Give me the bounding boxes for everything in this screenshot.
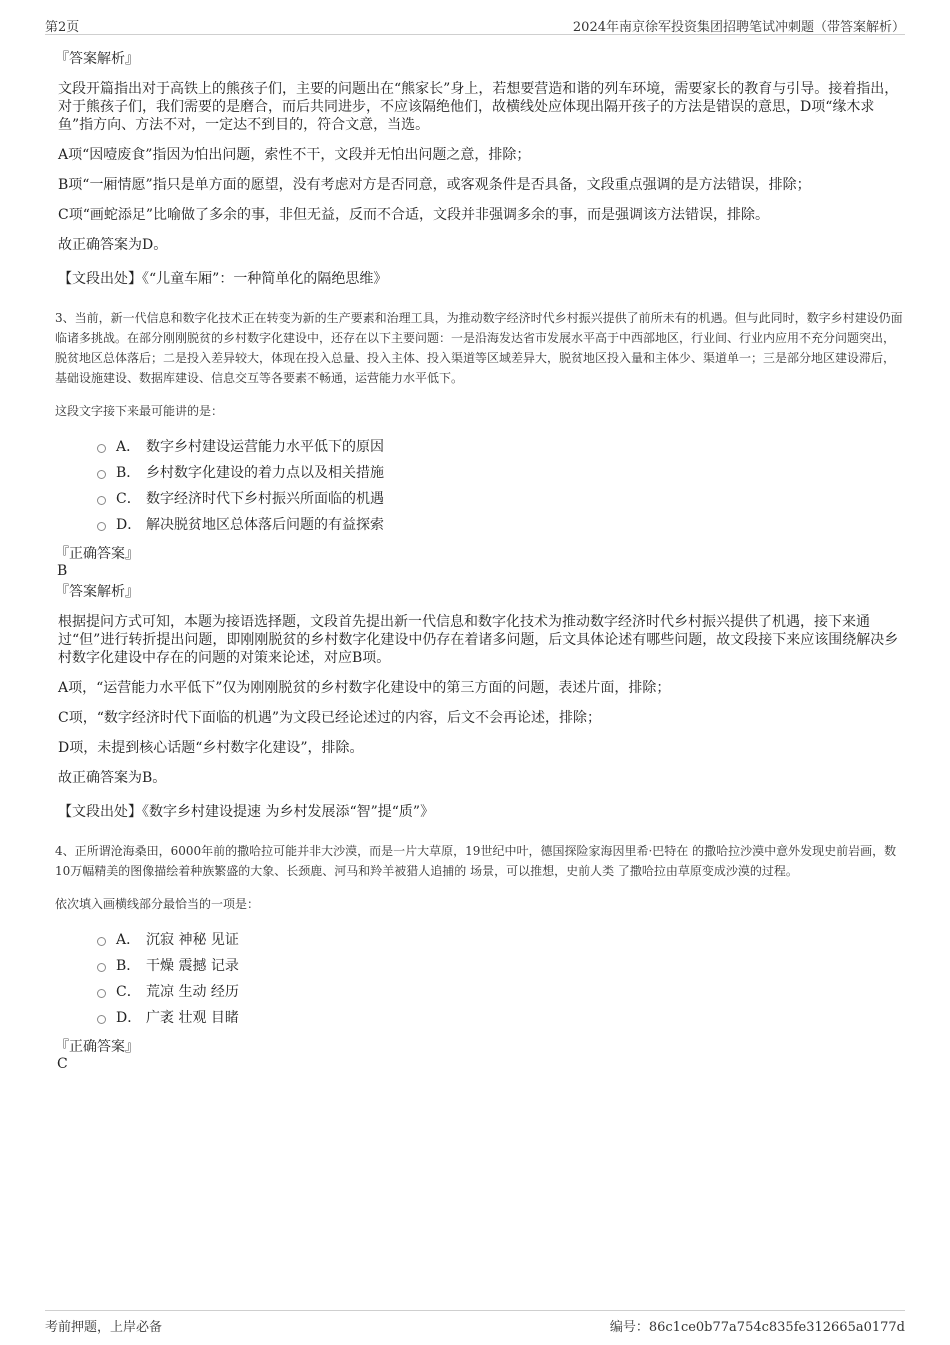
q4-answer-tag: 『正确答案』: [55, 1039, 139, 1055]
radio-icon[interactable]: [97, 496, 106, 505]
option-letter: D．: [116, 1010, 142, 1026]
radio-icon[interactable]: [97, 963, 106, 972]
option-letter: A．: [116, 932, 141, 948]
document-id: 编号：86c1ce0b77a754c835fe312665a0177d: [609, 1320, 905, 1335]
q2-analysis-tag: 『答案解析』: [55, 51, 139, 67]
q3-analysis-a: A项，“运营能力水平低下”仅为刚刚脱贫的乡村数字化建设中的第三方面的问题，表述片面，排除；: [58, 680, 671, 696]
q3-stem: 3、当前，新一代信息和数字化技术正在转变为新的生产要素和治理工具，为推动数字经济时代乡村振兴提供了前所未有的机遇。但与此同时，数字乡村建设仍面临诸多挑战。在部分刚刚脱贫的乡村数字化建设中，还存在以下主要问题：一是沿海发达省市发展水平高于中西部地区，行业间、行业内应用不充分问题突出，脱贫地区总体落后；二是投入差异较大，体现在投入总量、投入主体、投入渠道等区域差异大，脱贫地区投入量和主体少、渠道单一；三是部分地区建设滞后，基础设施建设、数据库建设、信息交互等各要素不畅通，运营能力水平低下。: [55, 311, 903, 385]
option-letter: C．: [116, 491, 141, 507]
option-letter: D．: [116, 517, 142, 533]
q3-option-c[interactable]: [95, 485, 905, 511]
radio-icon[interactable]: [97, 937, 106, 946]
page-footer: [45, 1310, 905, 1333]
q3-analysis-intro: 根据提问方式可知，本题为接语选择题，文段首先提出新一代信息和数字化技术为推动数字经济时代乡村振兴提供了机遇，接下来通过“但”进行转折提出问题，即刚刚脱贫的乡村数字化建设中仍存在着诸多问题，后文具体论述有哪些问题，故文段接下来应该围绕解决乡村数字化建设中存在的问题的对策来论述，对应B项。: [58, 614, 899, 666]
option-letter: B．: [116, 958, 141, 974]
footer-slogan: 考前押题，上岸必备: [45, 1320, 163, 1335]
q2-source: 【文段出处】《“儿童车厢”：一种简单化的隔绝思维》: [58, 271, 388, 287]
page-number: 第2页: [45, 20, 80, 35]
q3-option-b[interactable]: [95, 459, 905, 485]
q3-source: 【文段出处】《数字乡村建设提速 为乡村发展添“智”提“质”》: [58, 804, 435, 820]
q3-option-a[interactable]: [95, 433, 905, 459]
document-title: 2024年南京徐军投资集团招聘笔试冲刺题（带答案解析）: [572, 20, 905, 35]
page-header: [45, 14, 905, 35]
q2-analysis-a: A项“因噎废食”指因为怕出问题，索性不干，文段并无怕出问题之意，排除；: [58, 147, 531, 163]
q4-options: [95, 926, 905, 1030]
option-text: 数字乡村建设运营能力水平低下的原因: [146, 439, 384, 455]
radio-icon[interactable]: [97, 989, 106, 998]
option-letter: C．: [116, 984, 141, 1000]
option-text: 解决脱贫地区总体落后问题的有益探索: [146, 517, 384, 533]
option-text: 沉寂 神秘 见证: [146, 932, 239, 948]
q3-analysis-tag: 『答案解析』: [55, 584, 139, 600]
option-text: 广袤 壮观 目睹: [146, 1010, 239, 1026]
q4-answer: C: [57, 1056, 68, 1072]
q2-analysis-c: C项“画蛇添足”比喻做了多余的事，非但无益，反而不合适，文段并非强调多余的事，而是强调该方法错误，排除。: [58, 207, 770, 223]
option-text: 荒凉 生动 经历: [146, 984, 239, 1000]
q3-options: [95, 433, 905, 537]
radio-icon[interactable]: [97, 1015, 106, 1024]
radio-icon[interactable]: [97, 470, 106, 479]
q3-analysis-c: C项，“数字经济时代下面临的机遇”为文段已经论述过的内容，后文不会再论述，排除；: [58, 710, 602, 726]
q3-answer: B: [57, 563, 68, 579]
option-text: 数字经济时代下乡村振兴所面临的机遇: [146, 491, 384, 507]
option-letter: A．: [116, 439, 141, 455]
option-text: 干燥 震撼 记录: [146, 958, 239, 974]
q2-analysis-intro: 文段开篇指出对于高铁上的熊孩子们，主要的问题出在“熊家长”身上，若想要营造和谐的列车环境，需要家长的教育与引导。接着指出，对于熊孩子们，我们需要的是磨合，而后共同进步，不应该隔绝他们，故横线处应体现出隔开孩子的方法是错误的意思，D项“缘木求鱼”指方向、方法不对，一定达不到目的，符合文意，当选。: [58, 81, 899, 133]
q4-stem: 4、正所谓沧海桑田，6000年前的撒哈拉可能并非大沙漠，而是一片大草原，19世纪中叶，德国探险家海因里希·巴特在 的撒哈拉沙漠中意外发现史前岩画，数10万幅精美的图像描绘着种族繁盛的大象、长颈鹿、河马和羚羊被猎人追捕的 场景，可以推想，史前人类 了撒哈拉由草原变成沙漠的过程。: [55, 844, 897, 878]
q3-analysis-d: D项，未提到核心话题“乡村数字化建设”，排除。: [58, 740, 364, 756]
q4-option-a[interactable]: [95, 926, 905, 952]
radio-icon[interactable]: [97, 444, 106, 453]
q3-prompt: 这段文字接下来最可能讲的是：: [55, 404, 224, 418]
option-letter: B．: [116, 465, 141, 481]
q2-analysis-b: B项“一厢情愿”指只是单方面的愿望，没有考虑对方是否同意，或客观条件是否具备，文段重点强调的是方法错误，排除；: [58, 177, 811, 193]
q4-prompt: 依次填入画横线部分最恰当的一项是：: [55, 897, 260, 911]
q3-answer-tag: 『正确答案』: [55, 546, 139, 562]
page-content: [55, 44, 905, 1072]
q4-option-b[interactable]: [95, 952, 905, 978]
q3-option-d[interactable]: [95, 511, 905, 537]
q4-option-d[interactable]: [95, 1004, 905, 1030]
option-text: 乡村数字化建设的着力点以及相关措施: [146, 465, 384, 481]
q4-option-c[interactable]: [95, 978, 905, 1004]
q3-analysis-conclusion: 故正确答案为B。: [58, 770, 167, 786]
radio-icon[interactable]: [97, 522, 106, 531]
q2-analysis-conclusion: 故正确答案为D。: [58, 237, 168, 253]
